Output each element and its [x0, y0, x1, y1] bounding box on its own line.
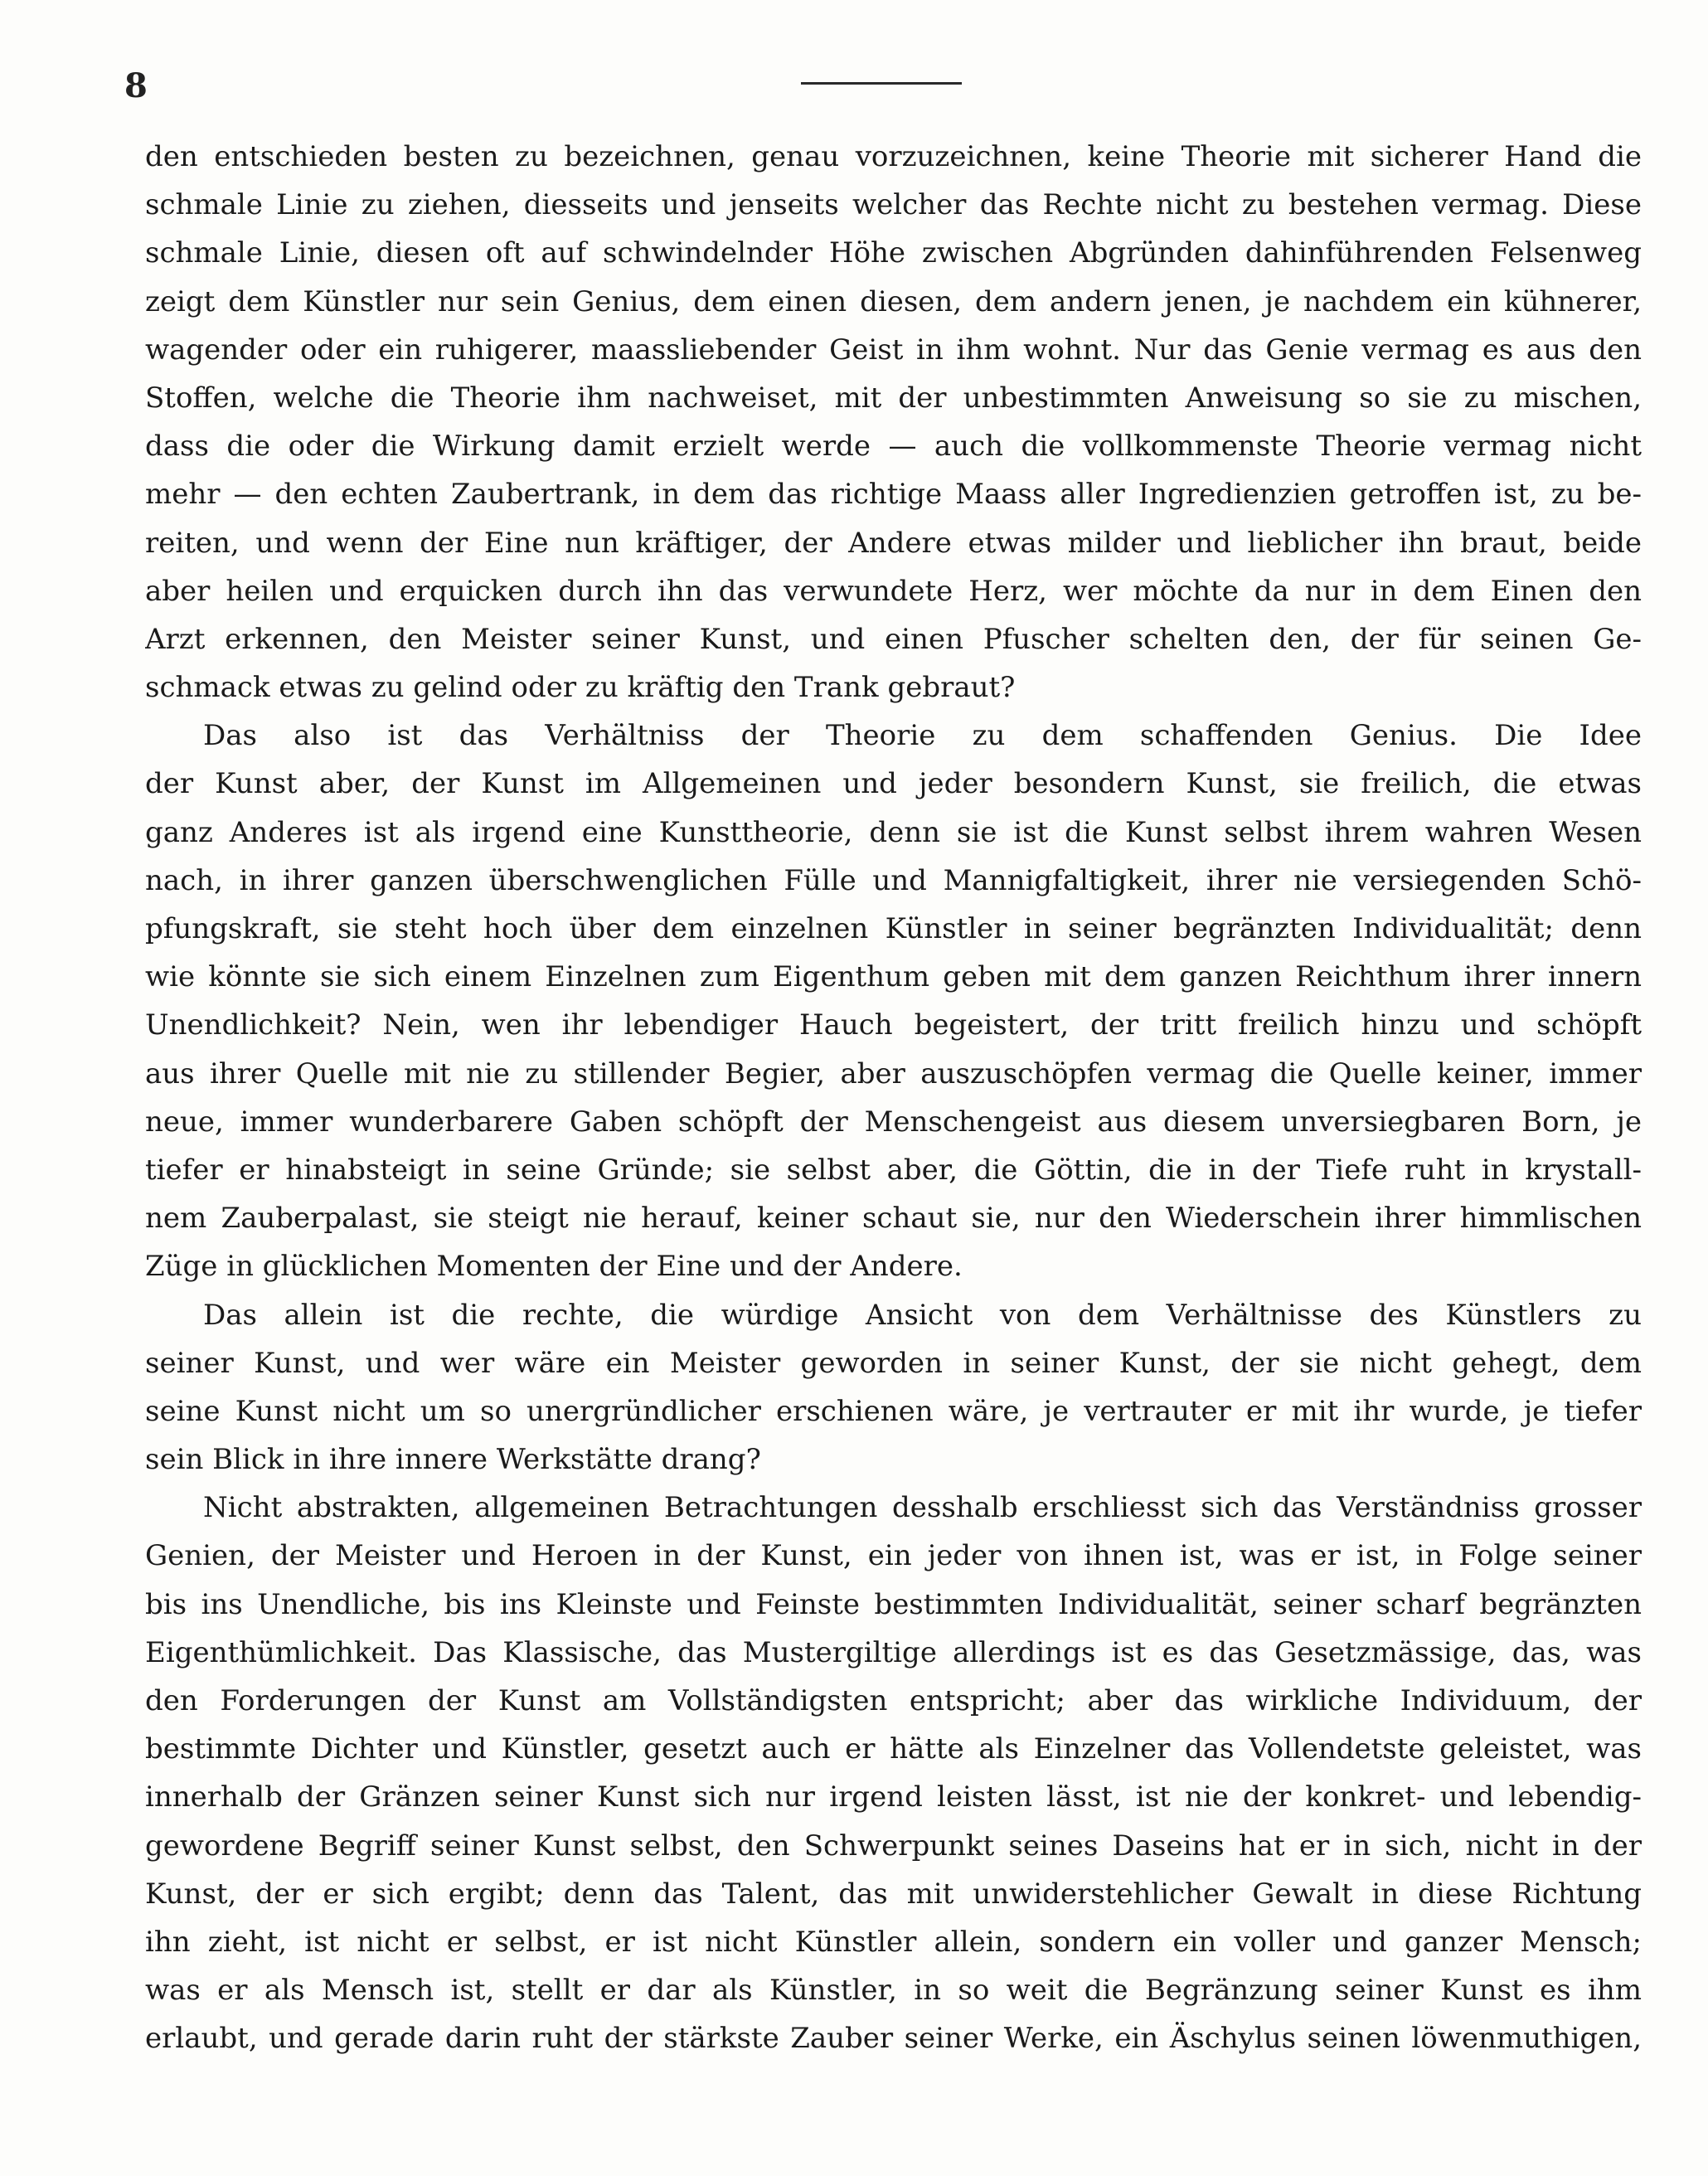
text-line: Genien, der Meister und Heroen in der Kunst, ein jeder von ihnen ist, was er ist, in Folge seiner: [145, 1539, 1642, 1573]
text-line: sein Blick in ihre innere Werkstätte drang?: [145, 1443, 761, 1477]
text-line: schmale Linie zu ziehen, diesseits und jenseits welcher das Rechte nicht zu bestehen vermag. Diese: [145, 188, 1642, 222]
text-line: bestimmte Dichter und Künstler, gesetzt auch er hätte als Einzelner das Vollendetste geleistet, was: [145, 1732, 1642, 1766]
text-line: zeigt dem Künstler nur sein Genius, dem einen diesen, dem andern jenen, je nachdem ein kühnerer,: [145, 284, 1642, 318]
text-line: wagender oder ein ruhigerer, maassliebender Geist in ihm wohnt. Nur das Genie vermag es aus den: [145, 333, 1642, 367]
text-line: bis ins Unendliche, bis ins Kleinste und Feinste bestimmten Individualität, seiner scharf begränzten: [145, 1587, 1642, 1621]
text-line: mehr — den echten Zaubertrank, in dem das richtige Maass aller Ingredienzien getroffen ist, zu be-: [145, 478, 1642, 512]
text-line: Arzt erkennen, den Meister seiner Kunst, und einen Pfuscher schelten den, der für seinen Ge-: [145, 622, 1642, 656]
text-line: seine Kunst nicht um so unergründlicher erschienen wäre, je vertrauter er mit ihr wurde, je tiefer: [145, 1394, 1642, 1428]
text-line: dass die oder die Wirkung damit erzielt werde — auch die vollkommenste Theorie vermag nicht: [145, 430, 1642, 464]
paragraph-start-line: Das allein ist die rechte, die würdige Ansicht von dem Verhältnisse des Künstlers zu: [203, 1298, 1642, 1332]
text-line: pfungskraft, sie steht hoch über dem einzelnen Künstler in seiner begränzten Individualität; denn: [145, 912, 1642, 945]
body-text: [145, 133, 1642, 2063]
text-line: Züge in glücklichen Momenten der Eine und der Andere.: [145, 1250, 963, 1284]
paragraph-start-line: Das also ist das Verhältniss der Theorie zu dem schaffenden Genius. Die Idee: [203, 719, 1642, 753]
text-line: tiefer er hinabsteigt in seine Gründe; sie selbst aber, die Göttin, die in der Tiefe ruht in krystall-: [145, 1153, 1642, 1187]
header-rule: [801, 82, 962, 85]
text-line: ganz Anderes ist als irgend eine Kunsttheorie, denn sie ist die Kunst selbst ihrem wahren Wesen: [145, 815, 1642, 849]
text-line: ihn zieht, ist nicht er selbst, er ist nicht Künstler allein, sondern ein voller und ganzer Mensch;: [145, 1925, 1642, 1959]
text-line: Eigenthümlichkeit. Das Klassische, das Mustergiltige allerdings ist es das Gesetzmässige, das, was: [145, 1635, 1642, 1669]
text-line: erlaubt, und gerade darin ruht der stärkste Zauber seiner Werke, ein Äschylus seinen löwenmuthigen,: [145, 2022, 1642, 2056]
text-line: der Kunst aber, der Kunst im Allgemeinen und jeder besondern Kunst, sie freilich, die etwas: [145, 767, 1642, 801]
text-line: den Forderungen der Kunst am Vollständigsten entspricht; aber das wirkliche Individuum, der: [145, 1684, 1642, 1717]
text-line: nem Zauberpalast, sie steigt nie herauf, keiner schaut sie, nur den Wiederschein ihrer himmlischen: [145, 1202, 1642, 1236]
text-line: Stoffen, welche die Theorie ihm nachweiset, mit der unbestimmten Anweisung so sie zu mischen,: [145, 381, 1642, 415]
text-line: aber heilen und erquicken durch ihn das verwundete Herz, wer möchte da nur in dem Einen den: [145, 574, 1642, 608]
text-line: neue, immer wunderbarere Gaben schöpft der Menschengeist aus diesem unversiegbaren Born, je: [145, 1105, 1642, 1139]
text-line: seiner Kunst, und wer wäre ein Meister geworden in seiner Kunst, der sie nicht gehegt, dem: [145, 1346, 1642, 1380]
text-line: schmale Linie, diesen oft auf schwindelnder Höhe zwischen Abgründen dahinführenden Felsenweg: [145, 236, 1642, 270]
page-number: 8: [124, 66, 148, 105]
paragraph-start-line: Nicht abstrakten, allgemeinen Betrachtungen desshalb erschliesst sich das Verständniss grosser: [203, 1491, 1642, 1525]
text-line: Unendlichkeit? Nein, wen ihr lebendiger Hauch begeistert, der tritt freilich hinzu und schöpft: [145, 1008, 1642, 1042]
text-line: wie könnte sie sich einem Einzelnen zum Eigenthum geben mit dem ganzen Reichthum ihrer innern: [145, 960, 1642, 994]
text-line: schmack etwas zu gelind oder zu kräftig den Trank gebraut?: [145, 671, 1016, 705]
text-line: den entschieden besten zu bezeichnen, genau vorzuzeichnen, keine Theorie mit sicherer Hand die: [145, 140, 1642, 173]
text-line: gewordene Begriff seiner Kunst selbst, den Schwerpunkt seines Daseins hat er in sich, nicht in der: [145, 1829, 1642, 1863]
text-line: innerhalb der Gränzen seiner Kunst sich nur irgend leisten lässt, ist nie der konkret- und lebendig-: [145, 1780, 1642, 1814]
text-line: Kunst, der er sich ergibt; denn das Talent, das mit unwiderstehlicher Gewalt in diese Richtung: [145, 1877, 1642, 1911]
text-line: nach, in ihrer ganzen überschwenglichen Fülle und Mannigfaltigkeit, ihrer nie versiegenden Schö-: [145, 863, 1642, 897]
text-line: was er als Mensch ist, stellt er dar als Künstler, in so weit die Begränzung seiner Kunst es ihm: [145, 1974, 1642, 2008]
text-line: reiten, und wenn der Eine nun kräftiger, der Andere etwas milder und lieblicher ihn braut, beide: [145, 526, 1642, 560]
text-line: aus ihrer Quelle mit nie zu stillender Begier, aber auszuschöpfen vermag die Quelle keiner, immer: [145, 1056, 1642, 1090]
